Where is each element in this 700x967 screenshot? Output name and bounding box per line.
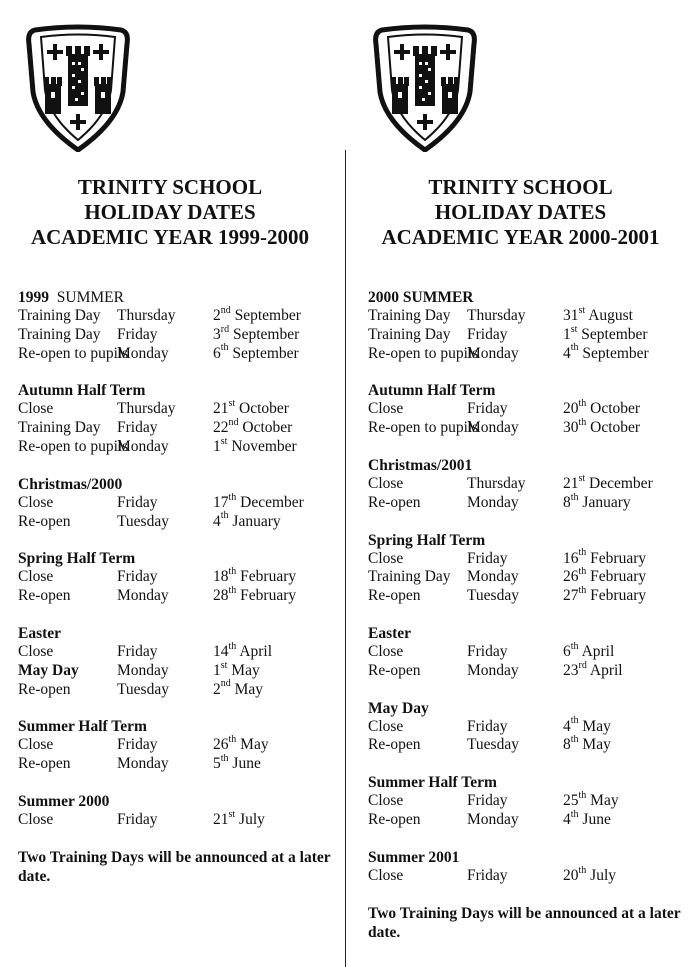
- row-date: 21st December: [563, 472, 653, 492]
- term-section: [368, 288, 693, 363]
- row-date: 8th January: [563, 491, 631, 511]
- term-section: [18, 717, 336, 774]
- section-title: Spring Half Term: [368, 531, 486, 549]
- term-sections: [368, 288, 693, 942]
- row-day: Tuesday: [117, 512, 169, 530]
- row-label: Re-open: [368, 493, 421, 511]
- row-day: Friday: [117, 568, 158, 586]
- date-row: [18, 435, 336, 457]
- row-label: Re-open: [18, 680, 71, 698]
- row-day: Thursday: [117, 400, 176, 418]
- row-label: Close: [18, 810, 54, 828]
- section-title: Christmas/2001: [368, 456, 473, 474]
- holiday-heading: [0, 175, 340, 250]
- row-date: 27th February: [563, 585, 647, 605]
- section-title: 1999 SUMMER: [18, 289, 124, 306]
- row-day: Thursday: [117, 307, 176, 324]
- school-crest-logo: [370, 22, 480, 152]
- row-date: 16th February: [563, 547, 647, 567]
- date-row: [368, 568, 693, 587]
- row-day: Monday: [117, 661, 169, 679]
- row-day: Monday: [117, 755, 169, 773]
- row-date: 26th May: [213, 734, 269, 754]
- row-day: Monday: [117, 437, 169, 455]
- row-day: Friday: [467, 549, 508, 567]
- section-title: Summer Half Term: [18, 718, 147, 736]
- row-day: Monday: [467, 493, 519, 511]
- row-date: 1st November: [213, 435, 297, 455]
- row-day: Friday: [467, 400, 508, 418]
- row-date: 2nd September: [213, 304, 301, 324]
- row-label: Re-open: [368, 661, 421, 679]
- row-day: Thursday: [467, 307, 526, 324]
- school-name: TRINITY SCHOOL: [428, 175, 613, 199]
- date-row: [18, 400, 336, 419]
- row-label: Close: [368, 400, 404, 418]
- column-divider: [345, 150, 346, 967]
- row-label: Re-open: [18, 755, 71, 773]
- date-row: [18, 323, 336, 345]
- date-row: [18, 491, 336, 513]
- training-days-note: Two Training Days will be announced at a later date.: [18, 848, 331, 885]
- date-row: [18, 808, 336, 830]
- section-title: Summer 2000: [18, 792, 110, 810]
- row-day: Friday: [467, 642, 508, 660]
- heading-subtitle: HOLIDAY DATES: [84, 200, 256, 224]
- section-title: Christmas/2000: [18, 475, 123, 493]
- row-day: Friday: [117, 642, 158, 660]
- section-title: May Day: [368, 699, 429, 717]
- date-row: [18, 678, 336, 700]
- term-section: [18, 288, 336, 363]
- date-row: [368, 323, 693, 345]
- row-label: Close: [18, 400, 54, 418]
- section-title: Easter: [368, 624, 412, 642]
- term-section: [18, 549, 336, 606]
- row-label: Close: [18, 736, 54, 754]
- row-date: 4th September: [563, 342, 649, 362]
- term-section: [368, 381, 693, 438]
- row-date: 17th December: [213, 491, 304, 511]
- date-row: [18, 736, 336, 755]
- section-title: Spring Half Term: [18, 550, 136, 568]
- term-section: [368, 699, 693, 756]
- row-date: 30th October: [563, 417, 641, 437]
- row-day: Friday: [117, 325, 158, 343]
- heading-subtitle: HOLIDAY DATES: [434, 200, 607, 224]
- row-label: Re-open: [18, 587, 71, 605]
- row-label: Re-open to pupils: [368, 344, 479, 362]
- row-label: Close: [368, 474, 404, 492]
- row-label: Re-open: [368, 810, 421, 828]
- row-date: 14th April: [213, 640, 273, 660]
- date-row: [368, 472, 693, 494]
- section-title: 2000 SUMMER: [368, 289, 474, 306]
- date-row: [368, 808, 693, 830]
- row-date: 18th February: [213, 566, 297, 586]
- row-label: Training Day: [368, 325, 451, 343]
- term-section: [368, 848, 693, 886]
- date-row: [18, 510, 336, 532]
- row-day: Monday: [117, 587, 169, 605]
- row-label: Re-open: [18, 512, 71, 530]
- date-row: [368, 715, 693, 737]
- row-day: Monday: [467, 661, 519, 679]
- term-section: [18, 792, 336, 830]
- row-label: Re-open to pupils: [368, 419, 479, 437]
- academic-year: ACADEMIC YEAR 2000-2001: [381, 225, 660, 249]
- row-label: Close: [368, 642, 404, 660]
- term-section: [368, 773, 693, 830]
- row-day: Tuesday: [117, 680, 169, 698]
- row-day: Friday: [467, 792, 508, 810]
- row-date: 31st August: [563, 304, 633, 324]
- section-title: Easter: [18, 624, 62, 642]
- row-label: Re-open to pupils: [18, 344, 129, 362]
- row-day: Friday: [117, 493, 158, 511]
- row-date: 6th September: [213, 342, 299, 362]
- academic-year: ACADEMIC YEAR 1999-2000: [30, 225, 310, 249]
- row-date: 21st July: [213, 808, 265, 828]
- row-date: 23rd April: [563, 659, 623, 679]
- term-section: [368, 531, 693, 606]
- date-row: [368, 491, 693, 513]
- row-date: 22nd October: [213, 417, 293, 437]
- term-section: [368, 456, 693, 513]
- row-label: Training Day: [18, 307, 101, 324]
- date-row: [368, 792, 693, 811]
- row-day: Friday: [117, 810, 158, 828]
- row-label: Close: [18, 568, 54, 586]
- row-date: 5th June: [213, 753, 261, 773]
- row-label: May Day: [18, 661, 79, 679]
- row-label: Close: [18, 642, 54, 660]
- date-row: [18, 659, 336, 681]
- row-label: Close: [368, 792, 404, 810]
- term-section: [18, 475, 336, 532]
- date-row: [18, 304, 336, 326]
- school-crest-logo: [23, 22, 133, 152]
- row-date: 28th February: [213, 585, 297, 605]
- row-date: 26th February: [563, 566, 647, 586]
- row-date: 21st October: [213, 398, 289, 418]
- date-row: [18, 587, 336, 606]
- row-date: 25th May: [563, 790, 619, 810]
- row-label: Training Day: [368, 568, 451, 586]
- row-day: Friday: [467, 866, 508, 884]
- row-date: 8th May: [563, 734, 611, 754]
- row-day: Friday: [467, 717, 508, 735]
- term-section: [18, 624, 336, 699]
- row-label: Training Day: [18, 325, 101, 343]
- row-label: Close: [368, 717, 404, 735]
- row-label: Re-open: [368, 587, 421, 605]
- section-title: Autumn Half Term: [368, 382, 496, 400]
- date-row: [368, 342, 693, 364]
- row-label: Training Day: [368, 307, 451, 324]
- row-day: Tuesday: [467, 587, 519, 605]
- row-label: Re-open: [368, 736, 421, 754]
- term-section: [18, 381, 336, 456]
- date-row: [368, 547, 693, 569]
- section-title: Summer Half Term: [368, 774, 497, 792]
- date-row: [368, 659, 693, 681]
- row-day: Monday: [467, 568, 519, 586]
- section-title: Summer 2001: [368, 848, 460, 866]
- row-date: 6th April: [563, 640, 615, 660]
- row-date: 4th May: [563, 715, 611, 735]
- row-date: 3rd September: [213, 323, 300, 343]
- row-date: 4th January: [213, 510, 281, 530]
- section-title: Autumn Half Term: [18, 382, 146, 400]
- row-day: Tuesday: [467, 736, 519, 754]
- row-label: Training Day: [18, 419, 101, 437]
- row-day: Friday: [467, 325, 508, 343]
- row-date: 1st September: [563, 323, 648, 343]
- row-date: 20th July: [563, 864, 616, 884]
- date-row: [368, 304, 693, 326]
- row-label: Re-open to pupils: [18, 437, 129, 455]
- row-label: Close: [368, 866, 404, 884]
- date-row: [368, 864, 693, 886]
- row-day: Monday: [467, 810, 519, 828]
- row-label: Close: [368, 549, 404, 567]
- row-date: 2nd May: [213, 678, 264, 698]
- row-day: Monday: [117, 344, 169, 362]
- term-section: [368, 624, 693, 681]
- school-name: TRINITY SCHOOL: [77, 175, 263, 199]
- row-date: 4th June: [563, 808, 611, 828]
- row-date: 20th October: [563, 398, 641, 418]
- row-day: Monday: [467, 344, 519, 362]
- date-row: [18, 640, 336, 662]
- row-date: 1st May: [213, 659, 260, 679]
- row-day: Thursday: [467, 474, 526, 492]
- row-day: Friday: [117, 419, 158, 437]
- holiday-heading: [348, 175, 693, 250]
- row-day: Monday: [467, 419, 519, 437]
- date-row: [368, 400, 693, 419]
- date-row: [368, 640, 693, 662]
- date-row: [368, 736, 693, 755]
- date-row: [18, 755, 336, 774]
- date-row: [18, 419, 336, 438]
- date-row: [18, 568, 336, 587]
- training-days-note: Two Training Days will be announced at a later date.: [368, 904, 681, 941]
- date-row: [368, 587, 693, 606]
- term-sections: [18, 288, 336, 886]
- date-row: [18, 342, 336, 364]
- date-row: [368, 419, 693, 438]
- row-label: Close: [18, 493, 54, 511]
- row-day: Friday: [117, 736, 158, 754]
